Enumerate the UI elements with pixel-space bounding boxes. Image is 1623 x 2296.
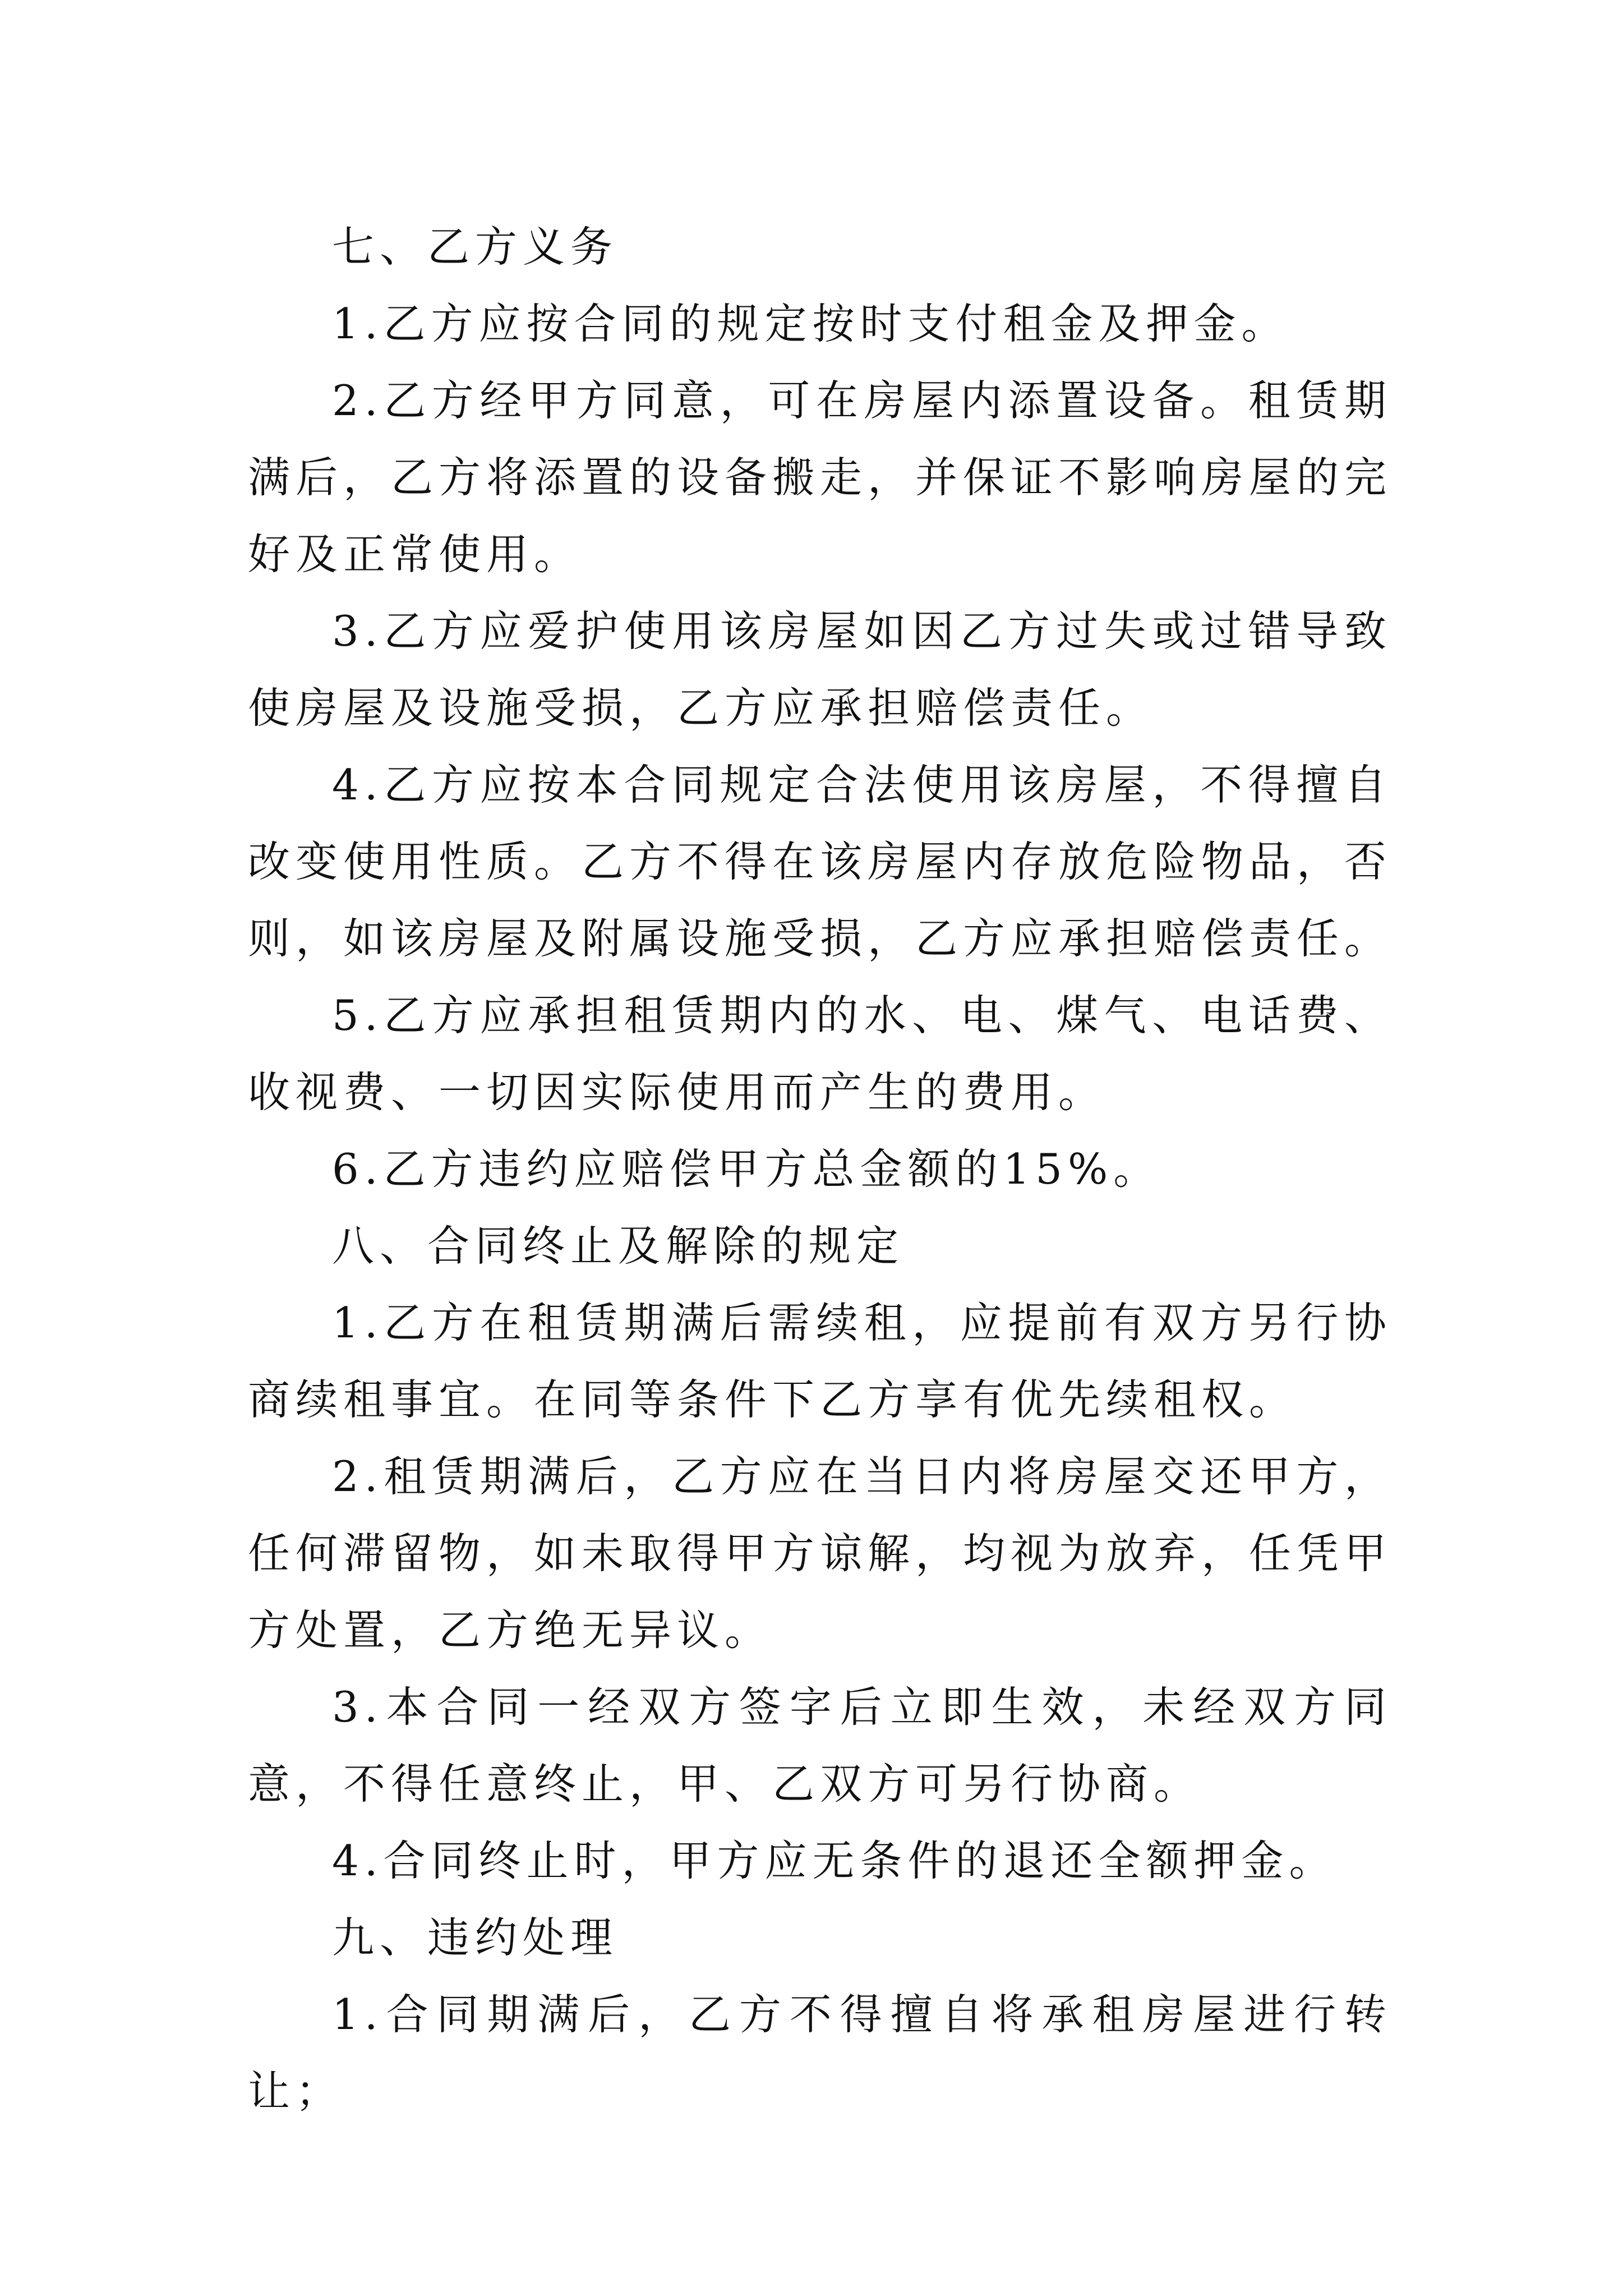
clause-8-1: 1.乙方在租赁期满后需续租，应提前有双方另行协商续租事宜。在同等条件下乙方享有优先续租权。 [248, 1298, 1392, 1424]
document-body [248, 209, 1392, 2130]
section-heading-termination: 八、合同终止及解除的规定 [332, 1221, 905, 1271]
clause-8-2: 2.租赁期满后，乙方应在当日内将房屋交还甲方，任何滞留物，如未取得甲方谅解，均视为放弃，任凭甲方处置，乙方绝无异议。 [248, 1452, 1393, 1655]
clause-7-6: 6.乙方违约应赔偿甲方总金额的15%。 [332, 1144, 1161, 1194]
clause-7-3: 3.乙方应爱护使用该房屋如因乙方过失或过错导致使房屋及设施受损，乙方应承担赔偿责任。 [248, 606, 1392, 733]
clause-8-3: 3.本合同一经双方签字后立即生效，未经双方同意，不得任意终止，甲、乙双方可另行协商。 [248, 1682, 1392, 1809]
section-heading-breach: 九、违约处理 [332, 1913, 619, 1962]
clause-7-2: 2.乙方经甲方同意，可在房屋内添置设备。租赁期满后，乙方将添置的设备搬走，并保证不影响房屋的完好及正常使用。 [248, 376, 1393, 579]
clause-7-5: 5.乙方应承担租赁期内的水、电、煤气、电话费、收视费、一切因实际使用而产生的费用。 [248, 991, 1392, 1117]
clause-8-4: 4.合同终止时，甲方应无条件的退还全额押金。 [332, 1836, 1337, 1885]
section-heading-obligations: 七、乙方义务 [332, 222, 619, 272]
clause-7-4: 4.乙方应按本合同规定合法使用该房屋，不得擅自改变使用性质。乙方不得在该房屋内存放危险物品，否则，如该房屋及附属设施受损，乙方应承担赔偿责任。 [248, 760, 1393, 963]
clause-9-1: 1.合同期满后，乙方不得擅自将承租房屋进行转让； [248, 1990, 1392, 2116]
clause-7-1: 1.乙方应按合同的规定按时支付租金及押金。 [332, 299, 1289, 348]
